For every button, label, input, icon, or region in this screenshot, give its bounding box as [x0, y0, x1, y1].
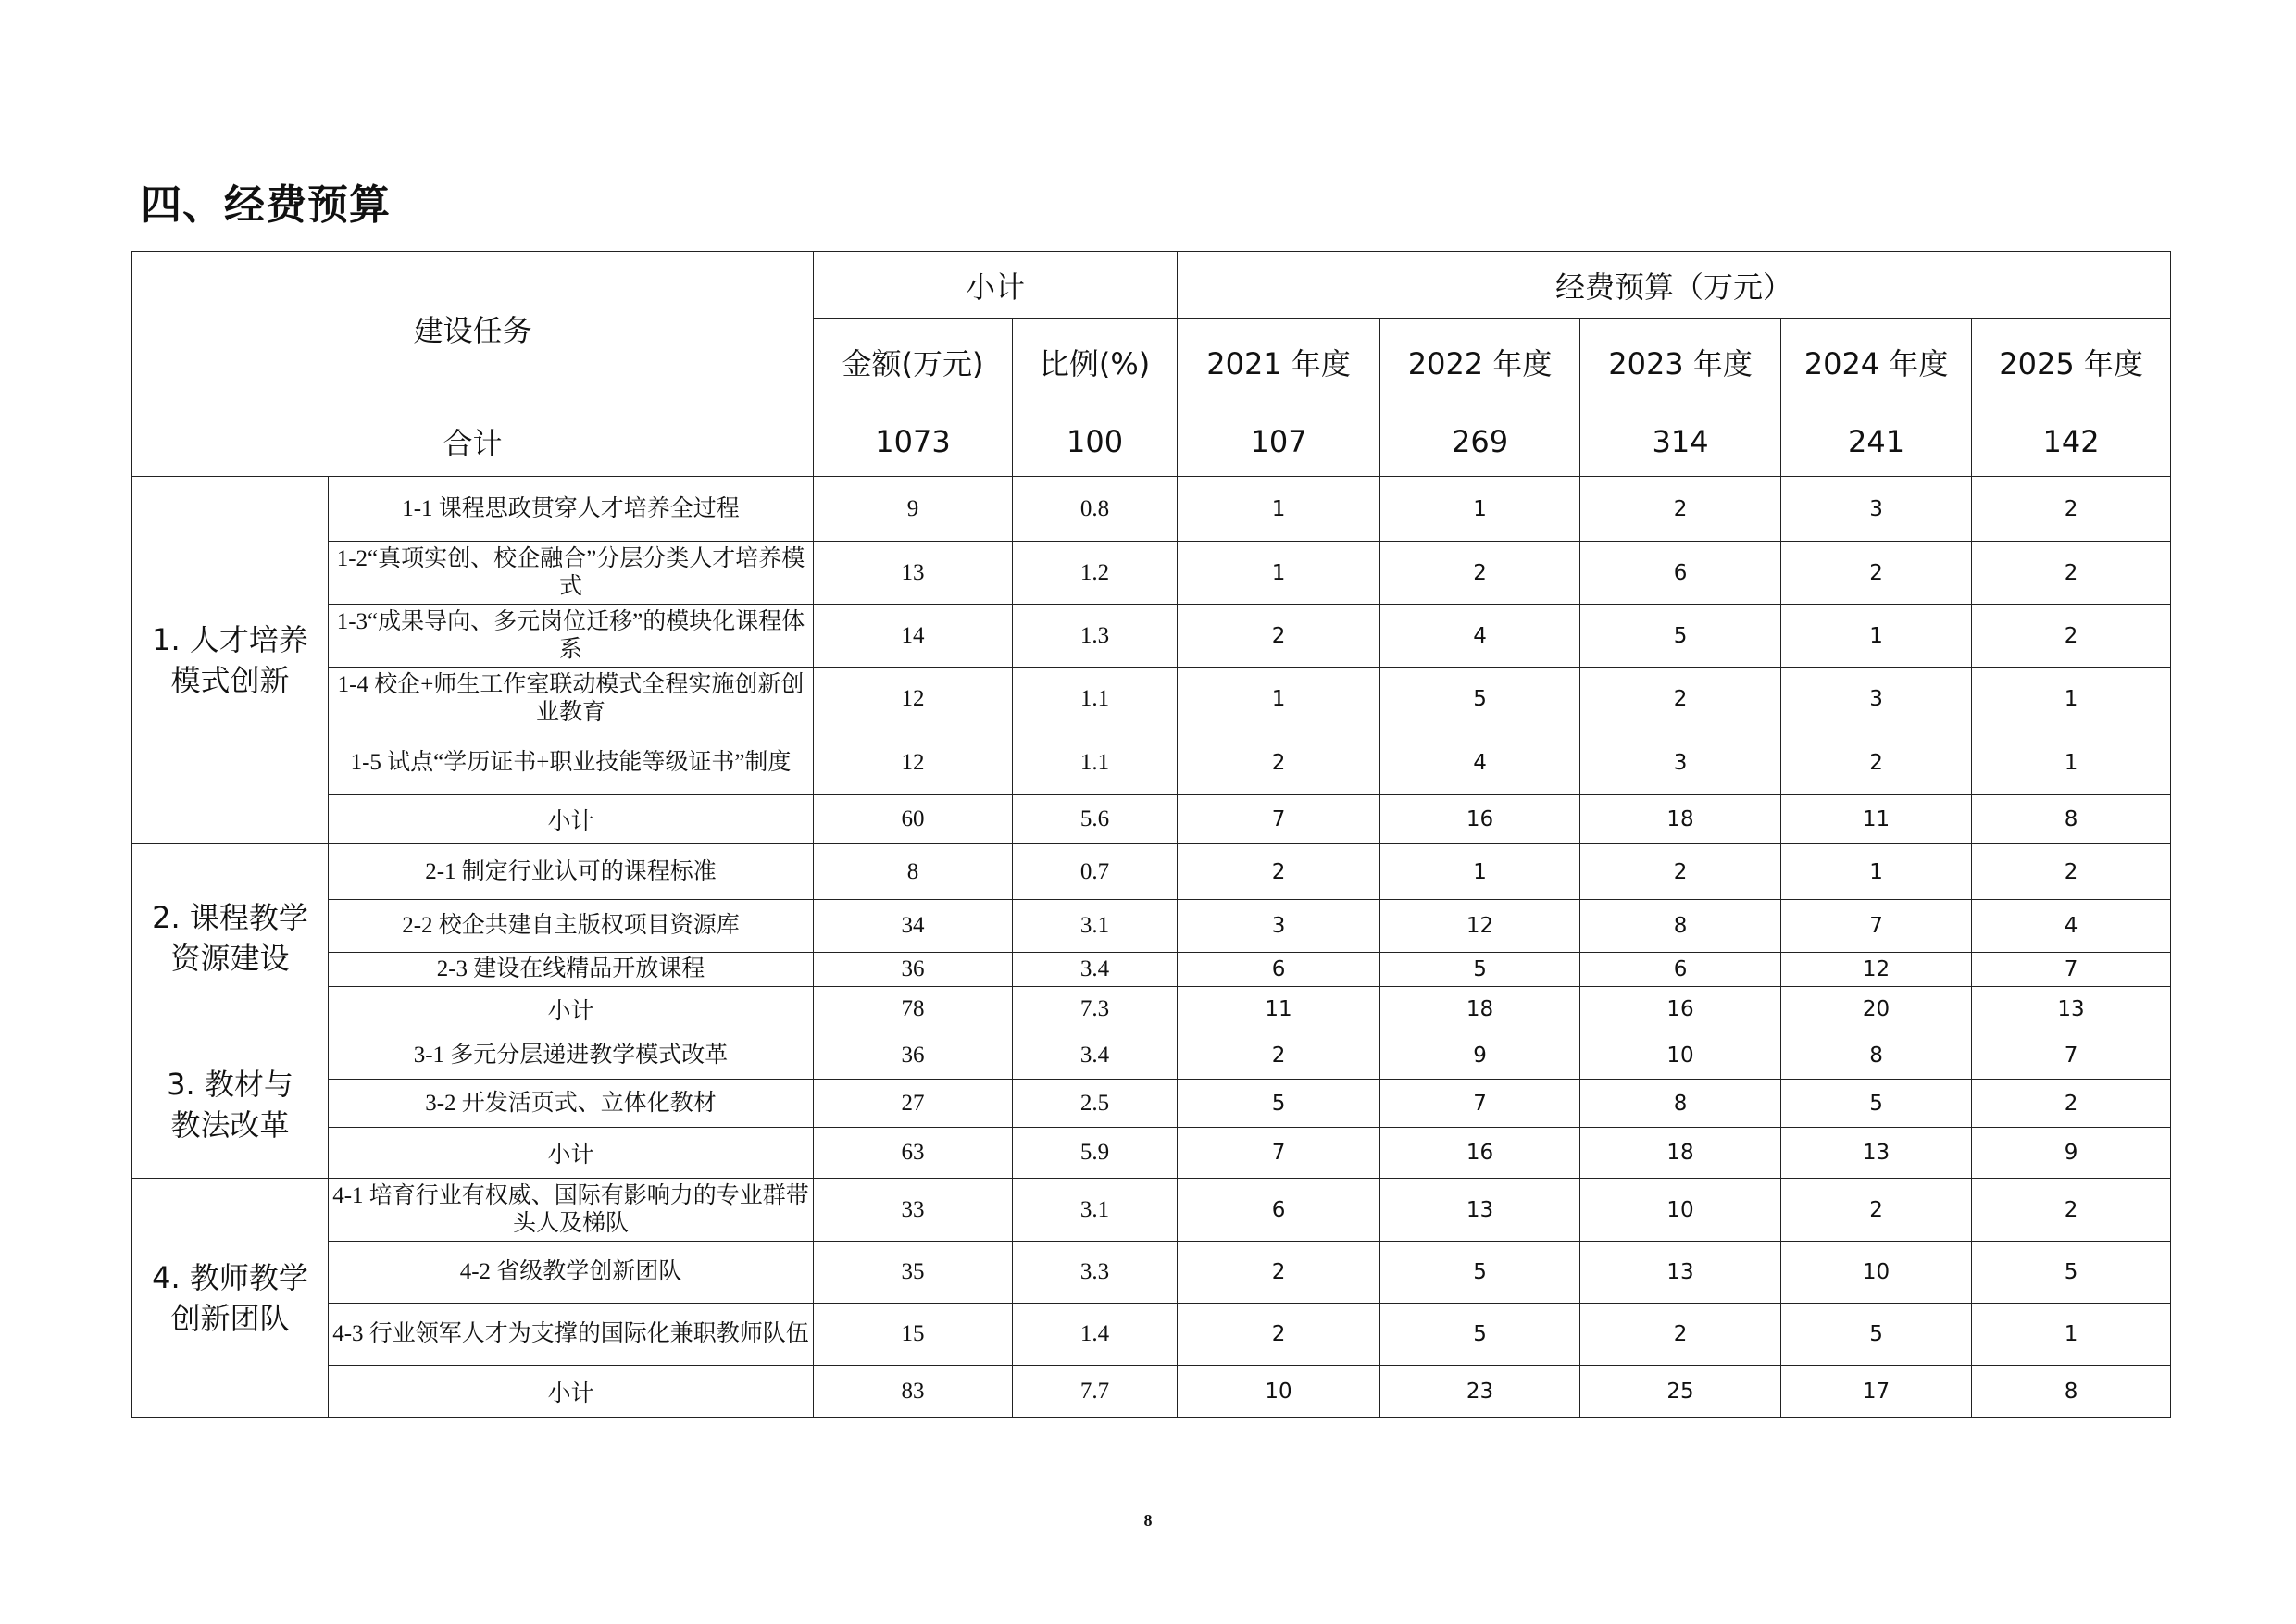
- year-value-cell: 13: [1972, 987, 2171, 1031]
- ratio-cell: 3.1: [1013, 900, 1178, 953]
- amount-cell: 14: [814, 605, 1013, 668]
- year-value-cell: 17: [1781, 1366, 1972, 1418]
- year-value-cell: 1: [1178, 477, 1380, 542]
- year-value-cell: 3: [1580, 731, 1781, 795]
- year-value-cell: 3: [1178, 900, 1380, 953]
- year-header: 2022 年度: [1380, 319, 1580, 406]
- year-value-cell: 2: [1178, 1031, 1380, 1080]
- year-value-cell: 8: [1972, 1366, 2171, 1418]
- year-value-cell: 2: [1580, 477, 1781, 542]
- task-name: 1-4 校企+师生工作室联动模式全程实施创新创业教育: [329, 668, 814, 731]
- amount-cell: 8: [814, 844, 1013, 900]
- year-value-cell: 4: [1380, 605, 1580, 668]
- year-value-cell: 6: [1580, 542, 1781, 605]
- year-value-cell: 20: [1781, 987, 1972, 1031]
- total-value: 314: [1580, 406, 1781, 477]
- year-value-cell: 5: [1781, 1080, 1972, 1128]
- total-value: 100: [1013, 406, 1178, 477]
- amount-cell: 9: [814, 477, 1013, 542]
- year-value-cell: 9: [1972, 1128, 2171, 1179]
- task-name: 4-2 省级教学创新团队: [329, 1242, 814, 1304]
- task-name: 3-1 多元分层递进教学模式改革: [329, 1031, 814, 1080]
- year-value-cell: 2: [1178, 1304, 1380, 1366]
- year-value-cell: 1: [1380, 477, 1580, 542]
- ratio-cell: 1.2: [1013, 542, 1178, 605]
- year-value-cell: 1: [1972, 1304, 2171, 1366]
- year-value-cell: 1: [1781, 844, 1972, 900]
- amount-cell: 33: [814, 1179, 1013, 1242]
- subtotal-row: [132, 795, 2171, 844]
- year-value-cell: 12: [1380, 900, 1580, 953]
- task-column-header: 建设任务: [132, 252, 814, 406]
- year-value-cell: 5: [1380, 953, 1580, 987]
- group-title-line: 3. 教材与: [167, 1067, 293, 1102]
- year-value-cell: 2: [1972, 477, 2171, 542]
- year-value-cell: 5: [1580, 605, 1781, 668]
- group-title-line: 4. 教师教学: [152, 1259, 308, 1295]
- year-value-cell: 2: [1781, 542, 1972, 605]
- task-name: 1-1 课程思政贯穿人才培养全过程: [329, 477, 814, 542]
- total-value: 241: [1781, 406, 1972, 477]
- year-value-cell: 2: [1972, 1179, 2171, 1242]
- subtotal-group-header: 小计: [814, 252, 1178, 319]
- amount-cell: 27: [814, 1080, 1013, 1128]
- total-value: 142: [1972, 406, 2171, 477]
- year-value-cell: 11: [1781, 795, 1972, 844]
- year-value-cell: 6: [1178, 953, 1380, 987]
- group-title-line: 1. 人才培养: [152, 622, 308, 657]
- year-value-cell: 8: [1781, 1031, 1972, 1080]
- amount-cell: 12: [814, 731, 1013, 795]
- table-row: [132, 1031, 2171, 1080]
- year-value-cell: 6: [1580, 953, 1781, 987]
- table-row: [132, 1304, 2171, 1366]
- year-value-cell: 1: [1178, 668, 1380, 731]
- year-value-cell: 16: [1380, 1128, 1580, 1179]
- year-value-cell: 16: [1380, 795, 1580, 844]
- ratio-cell: 5.6: [1013, 795, 1178, 844]
- amount-cell: 83: [814, 1366, 1013, 1418]
- table-row: [132, 605, 2171, 668]
- year-value-cell: 2: [1380, 542, 1580, 605]
- year-value-cell: 18: [1580, 1128, 1781, 1179]
- year-value-cell: 3: [1781, 477, 1972, 542]
- ratio-cell: 5.9: [1013, 1128, 1178, 1179]
- group-title: [132, 1179, 329, 1418]
- year-value-cell: 5: [1380, 668, 1580, 731]
- group-title: [132, 1031, 329, 1179]
- year-value-cell: 23: [1380, 1366, 1580, 1418]
- table-row: [132, 1179, 2171, 1242]
- year-value-cell: 25: [1580, 1366, 1781, 1418]
- group-title: [132, 844, 329, 1031]
- amount-cell: 15: [814, 1304, 1013, 1366]
- year-value-cell: 12: [1781, 953, 1972, 987]
- year-value-cell: 3: [1781, 668, 1972, 731]
- ratio-cell: 3.3: [1013, 1242, 1178, 1304]
- year-value-cell: 2: [1972, 1080, 2171, 1128]
- amount-cell: 78: [814, 987, 1013, 1031]
- ratio-cell: 1.4: [1013, 1304, 1178, 1366]
- table-row: [132, 1242, 2171, 1304]
- year-value-cell: 7: [1178, 1128, 1380, 1179]
- year-value-cell: 5: [1178, 1080, 1380, 1128]
- year-value-cell: 10: [1781, 1242, 1972, 1304]
- ratio-cell: 3.1: [1013, 1179, 1178, 1242]
- year-value-cell: 2: [1580, 1304, 1781, 1366]
- task-name: 4-3 行业领军人才为支撑的国际化兼职教师队伍: [329, 1304, 814, 1366]
- budget-group-header: 经费预算（万元）: [1178, 252, 2171, 319]
- year-value-cell: 1: [1972, 731, 2171, 795]
- page-number: 8: [1143, 1511, 1153, 1530]
- ratio-cell: 1.3: [1013, 605, 1178, 668]
- year-header: 2021 年度: [1178, 319, 1380, 406]
- year-value-cell: 5: [1972, 1242, 2171, 1304]
- year-header: 2023 年度: [1580, 319, 1781, 406]
- table-row: [132, 542, 2171, 605]
- year-value-cell: 1: [1178, 542, 1380, 605]
- amount-cell: 36: [814, 953, 1013, 987]
- year-value-cell: 6: [1178, 1179, 1380, 1242]
- ratio-cell: 1.1: [1013, 668, 1178, 731]
- year-value-cell: 16: [1580, 987, 1781, 1031]
- subtotal-label: 小计: [329, 1366, 814, 1418]
- ratio-cell: 7.3: [1013, 987, 1178, 1031]
- budget-table: [131, 251, 2171, 1418]
- task-name: 2-2 校企共建自主版权项目资源库: [329, 900, 814, 953]
- year-value-cell: 7: [1380, 1080, 1580, 1128]
- ratio-cell: 7.7: [1013, 1366, 1178, 1418]
- amount-cell: 34: [814, 900, 1013, 953]
- total-label: 合计: [132, 406, 814, 477]
- subtotal-row: [132, 1128, 2171, 1179]
- subtotal-row: [132, 1366, 2171, 1418]
- year-value-cell: 13: [1781, 1128, 1972, 1179]
- group-title-line: 创新团队: [170, 1300, 290, 1336]
- subtotal-label: 小计: [329, 1128, 814, 1179]
- year-value-cell: 4: [1380, 731, 1580, 795]
- year-value-cell: 5: [1380, 1242, 1580, 1304]
- year-value-cell: 13: [1380, 1179, 1580, 1242]
- table-row: [132, 953, 2171, 987]
- year-value-cell: 18: [1380, 987, 1580, 1031]
- ratio-cell: 0.7: [1013, 844, 1178, 900]
- ratio-cell: 2.5: [1013, 1080, 1178, 1128]
- group-title-line: 教法改革: [170, 1107, 290, 1143]
- year-value-cell: 2: [1580, 668, 1781, 731]
- year-header: 2025 年度: [1972, 319, 2171, 406]
- year-value-cell: 10: [1178, 1366, 1380, 1418]
- year-value-cell: 7: [1178, 795, 1380, 844]
- ratio-header: 比例(%): [1013, 319, 1178, 406]
- subtotal-label: 小计: [329, 795, 814, 844]
- year-value-cell: 2: [1178, 731, 1380, 795]
- task-name: 1-2“真项实创、校企融合”分层分类人才培养模式: [329, 542, 814, 605]
- group-title-line: 模式创新: [170, 663, 290, 698]
- subtotal-row: [132, 987, 2171, 1031]
- year-value-cell: 10: [1580, 1179, 1781, 1242]
- task-name: 1-3“成果导向、多元岗位迁移”的模块化课程体系: [329, 605, 814, 668]
- group-title-line: 资源建设: [170, 940, 290, 976]
- amount-cell: 63: [814, 1128, 1013, 1179]
- total-row: [132, 406, 2171, 477]
- amount-cell: 36: [814, 1031, 1013, 1080]
- amount-cell: 35: [814, 1242, 1013, 1304]
- table-row: [132, 477, 2171, 542]
- year-value-cell: 4: [1972, 900, 2171, 953]
- table-row: [132, 844, 2171, 900]
- total-value: 269: [1380, 406, 1580, 477]
- year-value-cell: 8: [1580, 1080, 1781, 1128]
- amount-cell: 60: [814, 795, 1013, 844]
- year-value-cell: 8: [1580, 900, 1781, 953]
- amount-cell: 13: [814, 542, 1013, 605]
- year-value-cell: 2: [1178, 844, 1380, 900]
- year-value-cell: 2: [1781, 1179, 1972, 1242]
- table-row: [132, 1080, 2171, 1128]
- year-value-cell: 1: [1972, 668, 2171, 731]
- page-title: 四、经费预算: [141, 181, 391, 229]
- amount-cell: 12: [814, 668, 1013, 731]
- year-value-cell: 7: [1972, 1031, 2171, 1080]
- year-value-cell: 2: [1178, 1242, 1380, 1304]
- task-name: 2-3 建设在线精品开放课程: [329, 953, 814, 987]
- task-name: 1-5 试点“学历证书+职业技能等级证书”制度: [329, 731, 814, 795]
- year-value-cell: 7: [1781, 900, 1972, 953]
- year-value-cell: 2: [1972, 605, 2171, 668]
- year-header: 2024 年度: [1781, 319, 1972, 406]
- table-row: [132, 900, 2171, 953]
- ratio-cell: 3.4: [1013, 1031, 1178, 1080]
- year-value-cell: 8: [1972, 795, 2171, 844]
- subtotal-label: 小计: [329, 987, 814, 1031]
- total-value: 107: [1178, 406, 1380, 477]
- year-value-cell: 11: [1178, 987, 1380, 1031]
- year-value-cell: 10: [1580, 1031, 1781, 1080]
- group-title-line: 2. 课程教学: [152, 899, 308, 935]
- task-name: 4-1 培育行业有权威、国际有影响力的专业群带头人及梯队: [329, 1179, 814, 1242]
- ratio-cell: 3.4: [1013, 953, 1178, 987]
- total-value: 1073: [814, 406, 1013, 477]
- amount-header: 金额(万元): [814, 319, 1013, 406]
- year-value-cell: 9: [1380, 1031, 1580, 1080]
- year-value-cell: 2: [1781, 731, 1972, 795]
- year-value-cell: 18: [1580, 795, 1781, 844]
- year-value-cell: 2: [1178, 605, 1380, 668]
- table-row: [132, 731, 2171, 795]
- year-value-cell: 2: [1580, 844, 1781, 900]
- year-value-cell: 1: [1380, 844, 1580, 900]
- table-row: [132, 668, 2171, 731]
- year-value-cell: 7: [1972, 953, 2171, 987]
- task-name: 3-2 开发活页式、立体化教材: [329, 1080, 814, 1128]
- year-value-cell: 1: [1781, 605, 1972, 668]
- task-name: 2-1 制定行业认可的课程标准: [329, 844, 814, 900]
- ratio-cell: 1.1: [1013, 731, 1178, 795]
- year-value-cell: 5: [1781, 1304, 1972, 1366]
- year-value-cell: 2: [1972, 542, 2171, 605]
- year-value-cell: 13: [1580, 1242, 1781, 1304]
- year-value-cell: 5: [1380, 1304, 1580, 1366]
- year-value-cell: 2: [1972, 844, 2171, 900]
- ratio-cell: 0.8: [1013, 477, 1178, 542]
- group-title: [132, 477, 329, 844]
